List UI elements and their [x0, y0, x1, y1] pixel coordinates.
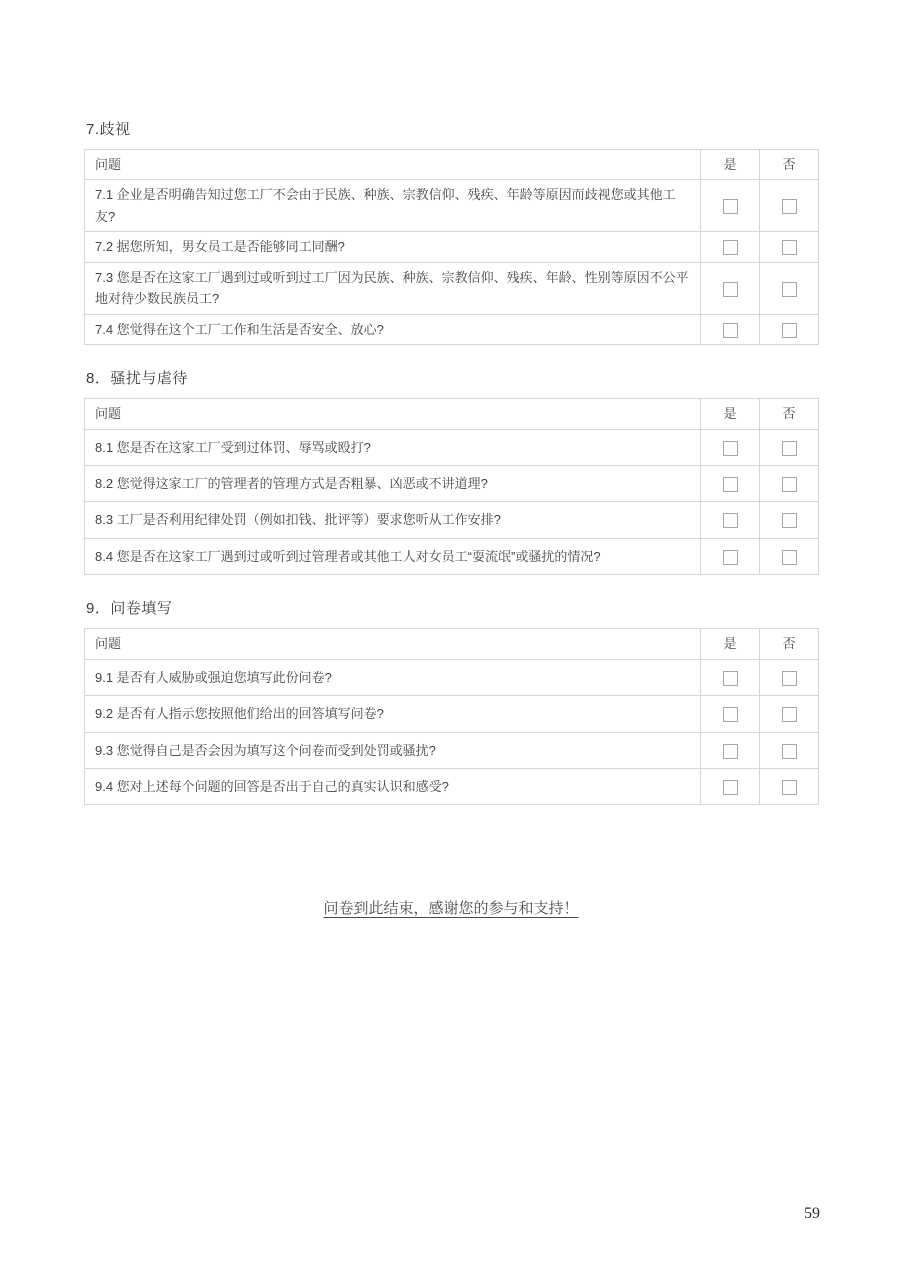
question-text: 8.1 您是否在这家工厂受到过体罚、辱骂或殴打?: [85, 429, 701, 465]
section-title: 7.歧视: [86, 121, 131, 138]
yes-checkbox[interactable]: [723, 240, 738, 255]
no-checkbox[interactable]: [782, 671, 797, 686]
no-checkbox[interactable]: [782, 323, 797, 338]
yes-checkbox[interactable]: [723, 744, 738, 759]
yes-checkbox[interactable]: [723, 441, 738, 456]
question-table-filling: [84, 628, 819, 805]
no-checkbox[interactable]: [782, 780, 797, 795]
question-table-discrimination: [84, 149, 819, 345]
yes-checkbox[interactable]: [723, 671, 738, 686]
column-header-yes: 是: [701, 150, 760, 180]
section-title: 8．骚扰与虐待: [86, 370, 188, 388]
no-checkbox[interactable]: [782, 513, 797, 528]
column-header-question: 问题: [85, 629, 701, 659]
question-text: 8.2 您觉得这家工厂的管理者的管理方式是否粗暴、凶恶或不讲道理?: [85, 465, 701, 501]
question-text: 9.3 您觉得自己是否会因为填写这个问卷而受到处罚或骚扰?: [85, 732, 701, 768]
section-harassment-abuse: [84, 367, 818, 575]
no-checkbox[interactable]: [782, 744, 797, 759]
yes-checkbox[interactable]: [723, 550, 738, 565]
yes-checkbox[interactable]: [723, 282, 738, 297]
closing-note-container: [84, 897, 818, 918]
question-text: 7.1 企业是否明确告知过您工厂不会由于民族、种族、宗教信仰、残疾、年龄等原因而歧视您或其他工友?: [85, 180, 701, 232]
table-row: [85, 538, 819, 574]
column-header-question: 问题: [85, 150, 701, 180]
column-header-no: 否: [760, 150, 819, 180]
section-discrimination: [84, 118, 818, 345]
question-text: 7.2 据您所知，男女员工是否能够同工同酬?: [85, 232, 701, 262]
table-row: [85, 659, 819, 695]
question-table-harassment: [84, 398, 819, 575]
table-row: [85, 502, 819, 538]
table-row: [85, 180, 819, 232]
no-checkbox[interactable]: [782, 550, 797, 565]
yes-checkbox[interactable]: [723, 707, 738, 722]
question-text: 9.2 是否有人指示您按照他们给出的回答填写问卷?: [85, 696, 701, 732]
yes-checkbox[interactable]: [723, 513, 738, 528]
yes-checkbox[interactable]: [723, 199, 738, 214]
column-header-yes: 是: [701, 629, 760, 659]
question-text: 7.3 您是否在这家工厂遇到过或听到过工厂因为民族、种族、宗教信仰、残疾、年龄、性别等原因不公平地对待少数民族员工?: [85, 262, 701, 314]
closing-note: 问卷到此结束，感谢您的参与和支持！: [323, 900, 579, 918]
question-text: 8.3 工厂是否利用纪律处罚（例如扣钱、批评等）要求您听从工作安排?: [85, 502, 701, 538]
table-row: [85, 429, 819, 465]
yes-checkbox[interactable]: [723, 323, 738, 338]
column-header-question: 问题: [85, 399, 701, 429]
question-text: 9.4 您对上述每个问题的回答是否出于自己的真实认识和感受?: [85, 769, 701, 805]
no-checkbox[interactable]: [782, 441, 797, 456]
page-number: 59: [804, 1205, 820, 1222]
table-header-row: [85, 399, 819, 429]
table-row: [85, 262, 819, 314]
table-row: [85, 732, 819, 768]
column-header-no: 否: [760, 399, 819, 429]
no-checkbox[interactable]: [782, 240, 797, 255]
no-checkbox[interactable]: [782, 477, 797, 492]
table-row: [85, 769, 819, 805]
section-questionnaire-filling: [84, 597, 818, 805]
question-text: 9.1 是否有人威胁或强迫您填写此份问卷?: [85, 659, 701, 695]
no-checkbox[interactable]: [782, 199, 797, 214]
table-row: [85, 314, 819, 344]
question-text: 7.4 您觉得在这个工厂工作和生活是否安全、放心?: [85, 314, 701, 344]
column-header-no: 否: [760, 629, 819, 659]
table-row: [85, 232, 819, 262]
yes-checkbox[interactable]: [723, 477, 738, 492]
table-header-row: [85, 629, 819, 659]
question-text: 8.4 您是否在这家工厂遇到过或听到过管理者或其他工人对女员工“耍流氓”或骚扰的情况?: [85, 538, 701, 574]
table-header-row: [85, 150, 819, 180]
column-header-yes: 是: [701, 399, 760, 429]
no-checkbox[interactable]: [782, 282, 797, 297]
yes-checkbox[interactable]: [723, 780, 738, 795]
page-content: [84, 118, 818, 918]
section-title: 9．问卷填写: [86, 600, 173, 618]
table-row: [85, 465, 819, 501]
no-checkbox[interactable]: [782, 707, 797, 722]
table-row: [85, 696, 819, 732]
